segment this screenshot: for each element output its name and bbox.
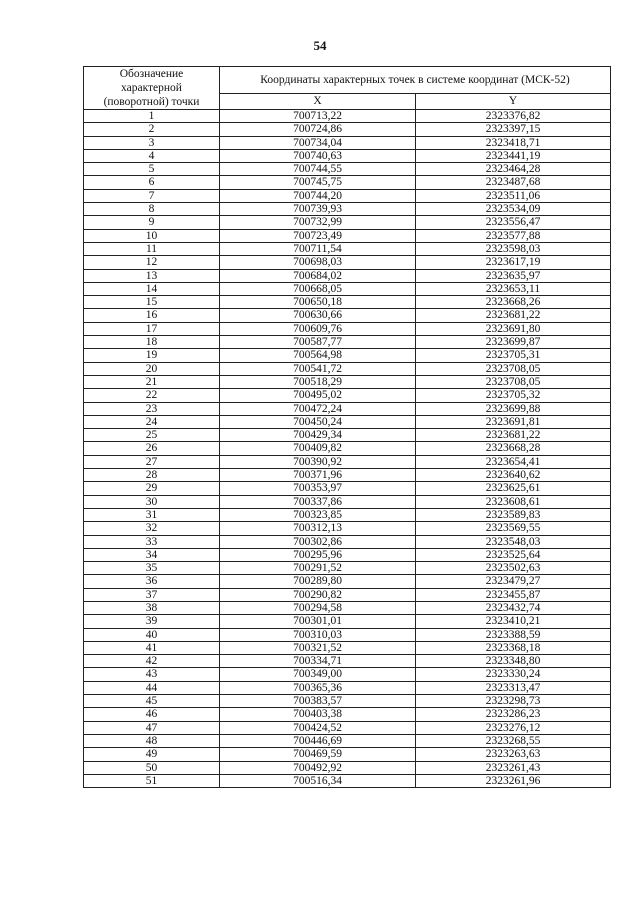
cell-x: 700744,20 bbox=[220, 189, 416, 202]
table-row bbox=[84, 349, 611, 362]
cell-x: 700323,85 bbox=[220, 508, 416, 521]
cell-x: 700409,82 bbox=[220, 442, 416, 455]
cell-point-number: 35 bbox=[84, 562, 220, 575]
table-row bbox=[84, 575, 611, 588]
cell-x: 700334,71 bbox=[220, 655, 416, 668]
cell-y: 2323691,81 bbox=[416, 415, 611, 428]
cell-x: 700424,52 bbox=[220, 721, 416, 734]
cell-point-number: 49 bbox=[84, 748, 220, 761]
cell-point-number: 36 bbox=[84, 575, 220, 588]
cell-point-number: 7 bbox=[84, 189, 220, 202]
cell-y: 2323681,22 bbox=[416, 429, 611, 442]
cell-point-number: 3 bbox=[84, 136, 220, 149]
cell-x: 700289,80 bbox=[220, 575, 416, 588]
table-row bbox=[84, 442, 611, 455]
cell-point-number: 50 bbox=[84, 761, 220, 774]
cell-point-number: 41 bbox=[84, 641, 220, 654]
cell-point-number: 46 bbox=[84, 708, 220, 721]
cell-y: 2323534,09 bbox=[416, 203, 611, 216]
table-row bbox=[84, 389, 611, 402]
table-row bbox=[84, 655, 611, 668]
cell-point-number: 4 bbox=[84, 149, 220, 162]
cell-y: 2323635,97 bbox=[416, 269, 611, 282]
table-row bbox=[84, 761, 611, 774]
table-body bbox=[84, 110, 611, 788]
table-row bbox=[84, 721, 611, 734]
table-row bbox=[84, 256, 611, 269]
cell-point-number: 37 bbox=[84, 588, 220, 601]
table-row bbox=[84, 535, 611, 548]
cell-x: 700745,75 bbox=[220, 176, 416, 189]
cell-x: 700337,86 bbox=[220, 495, 416, 508]
cell-y: 2323654,41 bbox=[416, 455, 611, 468]
table-row bbox=[84, 615, 611, 628]
cell-y: 2323705,31 bbox=[416, 349, 611, 362]
cell-point-number: 39 bbox=[84, 615, 220, 628]
table-row bbox=[84, 482, 611, 495]
cell-x: 700740,63 bbox=[220, 149, 416, 162]
cell-point-number: 10 bbox=[84, 229, 220, 242]
cell-y: 2323691,80 bbox=[416, 322, 611, 335]
cell-x: 700446,69 bbox=[220, 734, 416, 747]
cell-x: 700518,29 bbox=[220, 375, 416, 388]
cell-x: 700723,49 bbox=[220, 229, 416, 242]
table-row bbox=[84, 176, 611, 189]
cell-x: 700516,34 bbox=[220, 774, 416, 787]
table-row bbox=[84, 149, 611, 162]
cell-point-number: 29 bbox=[84, 482, 220, 495]
cell-x: 700403,38 bbox=[220, 708, 416, 721]
cell-point-number: 45 bbox=[84, 695, 220, 708]
cell-x: 700492,92 bbox=[220, 761, 416, 774]
cell-x: 700698,03 bbox=[220, 256, 416, 269]
cell-y: 2323589,83 bbox=[416, 508, 611, 521]
cell-point-number: 17 bbox=[84, 322, 220, 335]
cell-y: 2323625,61 bbox=[416, 482, 611, 495]
cell-y: 2323479,27 bbox=[416, 575, 611, 588]
cell-point-number: 33 bbox=[84, 535, 220, 548]
cell-y: 2323432,74 bbox=[416, 601, 611, 614]
cell-x: 700732,99 bbox=[220, 216, 416, 229]
cell-point-number: 16 bbox=[84, 309, 220, 322]
table-row bbox=[84, 734, 611, 747]
table-row bbox=[84, 242, 611, 255]
table-row bbox=[84, 296, 611, 309]
cell-y: 2323569,55 bbox=[416, 522, 611, 535]
cell-y: 2323556,47 bbox=[416, 216, 611, 229]
cell-y: 2323261,96 bbox=[416, 774, 611, 787]
cell-x: 700321,52 bbox=[220, 641, 416, 654]
table-row bbox=[84, 748, 611, 761]
coordinates-table bbox=[83, 66, 611, 788]
table-row bbox=[84, 163, 611, 176]
header-point-line3: (поворотной) точки bbox=[103, 96, 200, 108]
cell-y: 2323263,63 bbox=[416, 748, 611, 761]
cell-x: 700668,05 bbox=[220, 282, 416, 295]
cell-y: 2323286,23 bbox=[416, 708, 611, 721]
cell-x: 700295,96 bbox=[220, 548, 416, 561]
cell-y: 2323261,43 bbox=[416, 761, 611, 774]
cell-point-number: 30 bbox=[84, 495, 220, 508]
table-row bbox=[84, 681, 611, 694]
table-row bbox=[84, 469, 611, 482]
table-row bbox=[84, 429, 611, 442]
table-row bbox=[84, 774, 611, 787]
table-row bbox=[84, 362, 611, 375]
cell-x: 700310,03 bbox=[220, 628, 416, 641]
cell-x: 700290,82 bbox=[220, 588, 416, 601]
page-number: 54 bbox=[313, 38, 327, 53]
header-point-line2: характерной bbox=[121, 82, 182, 94]
cell-y: 2323418,71 bbox=[416, 136, 611, 149]
table-row bbox=[84, 110, 611, 123]
cell-point-number: 20 bbox=[84, 362, 220, 375]
cell-y: 2323313,47 bbox=[416, 681, 611, 694]
cell-y: 2323577,88 bbox=[416, 229, 611, 242]
cell-y: 2323708,05 bbox=[416, 362, 611, 375]
cell-point-number: 38 bbox=[84, 601, 220, 614]
header-point-designation bbox=[84, 67, 220, 110]
cell-point-number: 19 bbox=[84, 349, 220, 362]
cell-y: 2323368,18 bbox=[416, 641, 611, 654]
cell-y: 2323617,19 bbox=[416, 256, 611, 269]
cell-point-number: 18 bbox=[84, 336, 220, 349]
cell-y: 2323708,05 bbox=[416, 375, 611, 388]
cell-x: 700450,24 bbox=[220, 415, 416, 428]
cell-point-number: 43 bbox=[84, 668, 220, 681]
cell-y: 2323397,15 bbox=[416, 123, 611, 136]
cell-point-number: 22 bbox=[84, 389, 220, 402]
cell-point-number: 40 bbox=[84, 628, 220, 641]
table-row bbox=[84, 375, 611, 388]
cell-x: 700390,92 bbox=[220, 455, 416, 468]
cell-y: 2323330,24 bbox=[416, 668, 611, 681]
table-row bbox=[84, 695, 611, 708]
table-row bbox=[84, 229, 611, 242]
cell-x: 700301,01 bbox=[220, 615, 416, 628]
table-row bbox=[84, 203, 611, 216]
cell-x: 700541,72 bbox=[220, 362, 416, 375]
cell-point-number: 5 bbox=[84, 163, 220, 176]
cell-point-number: 1 bbox=[84, 110, 220, 123]
cell-x: 700713,22 bbox=[220, 110, 416, 123]
cell-y: 2323699,87 bbox=[416, 336, 611, 349]
cell-point-number: 15 bbox=[84, 296, 220, 309]
cell-x: 700495,02 bbox=[220, 389, 416, 402]
cell-x: 700291,52 bbox=[220, 562, 416, 575]
cell-y: 2323511,06 bbox=[416, 189, 611, 202]
table-row bbox=[84, 495, 611, 508]
cell-point-number: 23 bbox=[84, 402, 220, 415]
table-row bbox=[84, 548, 611, 561]
cell-point-number: 11 bbox=[84, 242, 220, 255]
cell-x: 700429,34 bbox=[220, 429, 416, 442]
table-row bbox=[84, 641, 611, 654]
cell-point-number: 27 bbox=[84, 455, 220, 468]
table-row bbox=[84, 309, 611, 322]
table-row bbox=[84, 136, 611, 149]
cell-x: 700734,04 bbox=[220, 136, 416, 149]
cell-y: 2323348,80 bbox=[416, 655, 611, 668]
cell-x: 700349,00 bbox=[220, 668, 416, 681]
cell-y: 2323681,22 bbox=[416, 309, 611, 322]
cell-x: 700365,36 bbox=[220, 681, 416, 694]
table-row bbox=[84, 708, 611, 721]
cell-y: 2323441,19 bbox=[416, 149, 611, 162]
cell-point-number: 24 bbox=[84, 415, 220, 428]
cell-y: 2323464,28 bbox=[416, 163, 611, 176]
cell-point-number: 14 bbox=[84, 282, 220, 295]
cell-x: 700630,66 bbox=[220, 309, 416, 322]
table-row bbox=[84, 402, 611, 415]
cell-point-number: 13 bbox=[84, 269, 220, 282]
cell-y: 2323548,03 bbox=[416, 535, 611, 548]
cell-y: 2323388,59 bbox=[416, 628, 611, 641]
cell-y: 2323525,64 bbox=[416, 548, 611, 561]
cell-x: 700469,59 bbox=[220, 748, 416, 761]
header-coordinate-system: Координаты характерных точек в системе координат (МСК-52) bbox=[220, 67, 611, 94]
cell-y: 2323668,26 bbox=[416, 296, 611, 309]
cell-point-number: 34 bbox=[84, 548, 220, 561]
cell-x: 700587,77 bbox=[220, 336, 416, 349]
table-row bbox=[84, 415, 611, 428]
cell-point-number: 6 bbox=[84, 176, 220, 189]
cell-point-number: 32 bbox=[84, 522, 220, 535]
cell-point-number: 8 bbox=[84, 203, 220, 216]
cell-point-number: 31 bbox=[84, 508, 220, 521]
cell-y: 2323455,87 bbox=[416, 588, 611, 601]
cell-x: 700383,57 bbox=[220, 695, 416, 708]
table-row bbox=[84, 628, 611, 641]
table-row bbox=[84, 336, 611, 349]
cell-point-number: 51 bbox=[84, 774, 220, 787]
header-point-line1: Обозначение bbox=[119, 68, 184, 80]
table-row bbox=[84, 522, 611, 535]
cell-y: 2323487,68 bbox=[416, 176, 611, 189]
cell-y: 2323640,62 bbox=[416, 469, 611, 482]
cell-point-number: 26 bbox=[84, 442, 220, 455]
cell-point-number: 28 bbox=[84, 469, 220, 482]
cell-point-number: 12 bbox=[84, 256, 220, 269]
table-row bbox=[84, 269, 611, 282]
table-row bbox=[84, 508, 611, 521]
cell-point-number: 44 bbox=[84, 681, 220, 694]
cell-y: 2323699,88 bbox=[416, 402, 611, 415]
table-row bbox=[84, 601, 611, 614]
cell-point-number: 25 bbox=[84, 429, 220, 442]
cell-x: 700371,96 bbox=[220, 469, 416, 482]
cell-point-number: 9 bbox=[84, 216, 220, 229]
table-row bbox=[84, 123, 611, 136]
cell-x: 700744,55 bbox=[220, 163, 416, 176]
cell-point-number: 48 bbox=[84, 734, 220, 747]
cell-x: 700684,02 bbox=[220, 269, 416, 282]
cell-y: 2323598,03 bbox=[416, 242, 611, 255]
table-row bbox=[84, 588, 611, 601]
cell-y: 2323653,11 bbox=[416, 282, 611, 295]
cell-x: 700609,76 bbox=[220, 322, 416, 335]
cell-x: 700353,97 bbox=[220, 482, 416, 495]
cell-y: 2323502,63 bbox=[416, 562, 611, 575]
cell-x: 700711,54 bbox=[220, 242, 416, 255]
table-row bbox=[84, 216, 611, 229]
cell-x: 700294,58 bbox=[220, 601, 416, 614]
cell-x: 700724,86 bbox=[220, 123, 416, 136]
cell-point-number: 21 bbox=[84, 375, 220, 388]
header-x: X bbox=[220, 93, 416, 109]
cell-point-number: 47 bbox=[84, 721, 220, 734]
header-y: Y bbox=[416, 93, 611, 109]
cell-x: 700302,86 bbox=[220, 535, 416, 548]
table-row bbox=[84, 322, 611, 335]
cell-y: 2323376,82 bbox=[416, 110, 611, 123]
table-row bbox=[84, 668, 611, 681]
table-row bbox=[84, 282, 611, 295]
cell-y: 2323268,55 bbox=[416, 734, 611, 747]
cell-x: 700650,18 bbox=[220, 296, 416, 309]
cell-x: 700739,93 bbox=[220, 203, 416, 216]
cell-point-number: 42 bbox=[84, 655, 220, 668]
cell-x: 700312,13 bbox=[220, 522, 416, 535]
cell-y: 2323705,32 bbox=[416, 389, 611, 402]
table-row bbox=[84, 189, 611, 202]
cell-x: 700564,98 bbox=[220, 349, 416, 362]
cell-y: 2323608,61 bbox=[416, 495, 611, 508]
table-row bbox=[84, 455, 611, 468]
table-row bbox=[84, 562, 611, 575]
cell-y: 2323298,73 bbox=[416, 695, 611, 708]
cell-y: 2323668,28 bbox=[416, 442, 611, 455]
cell-x: 700472,24 bbox=[220, 402, 416, 415]
cell-y: 2323410,21 bbox=[416, 615, 611, 628]
cell-point-number: 2 bbox=[84, 123, 220, 136]
cell-y: 2323276,12 bbox=[416, 721, 611, 734]
